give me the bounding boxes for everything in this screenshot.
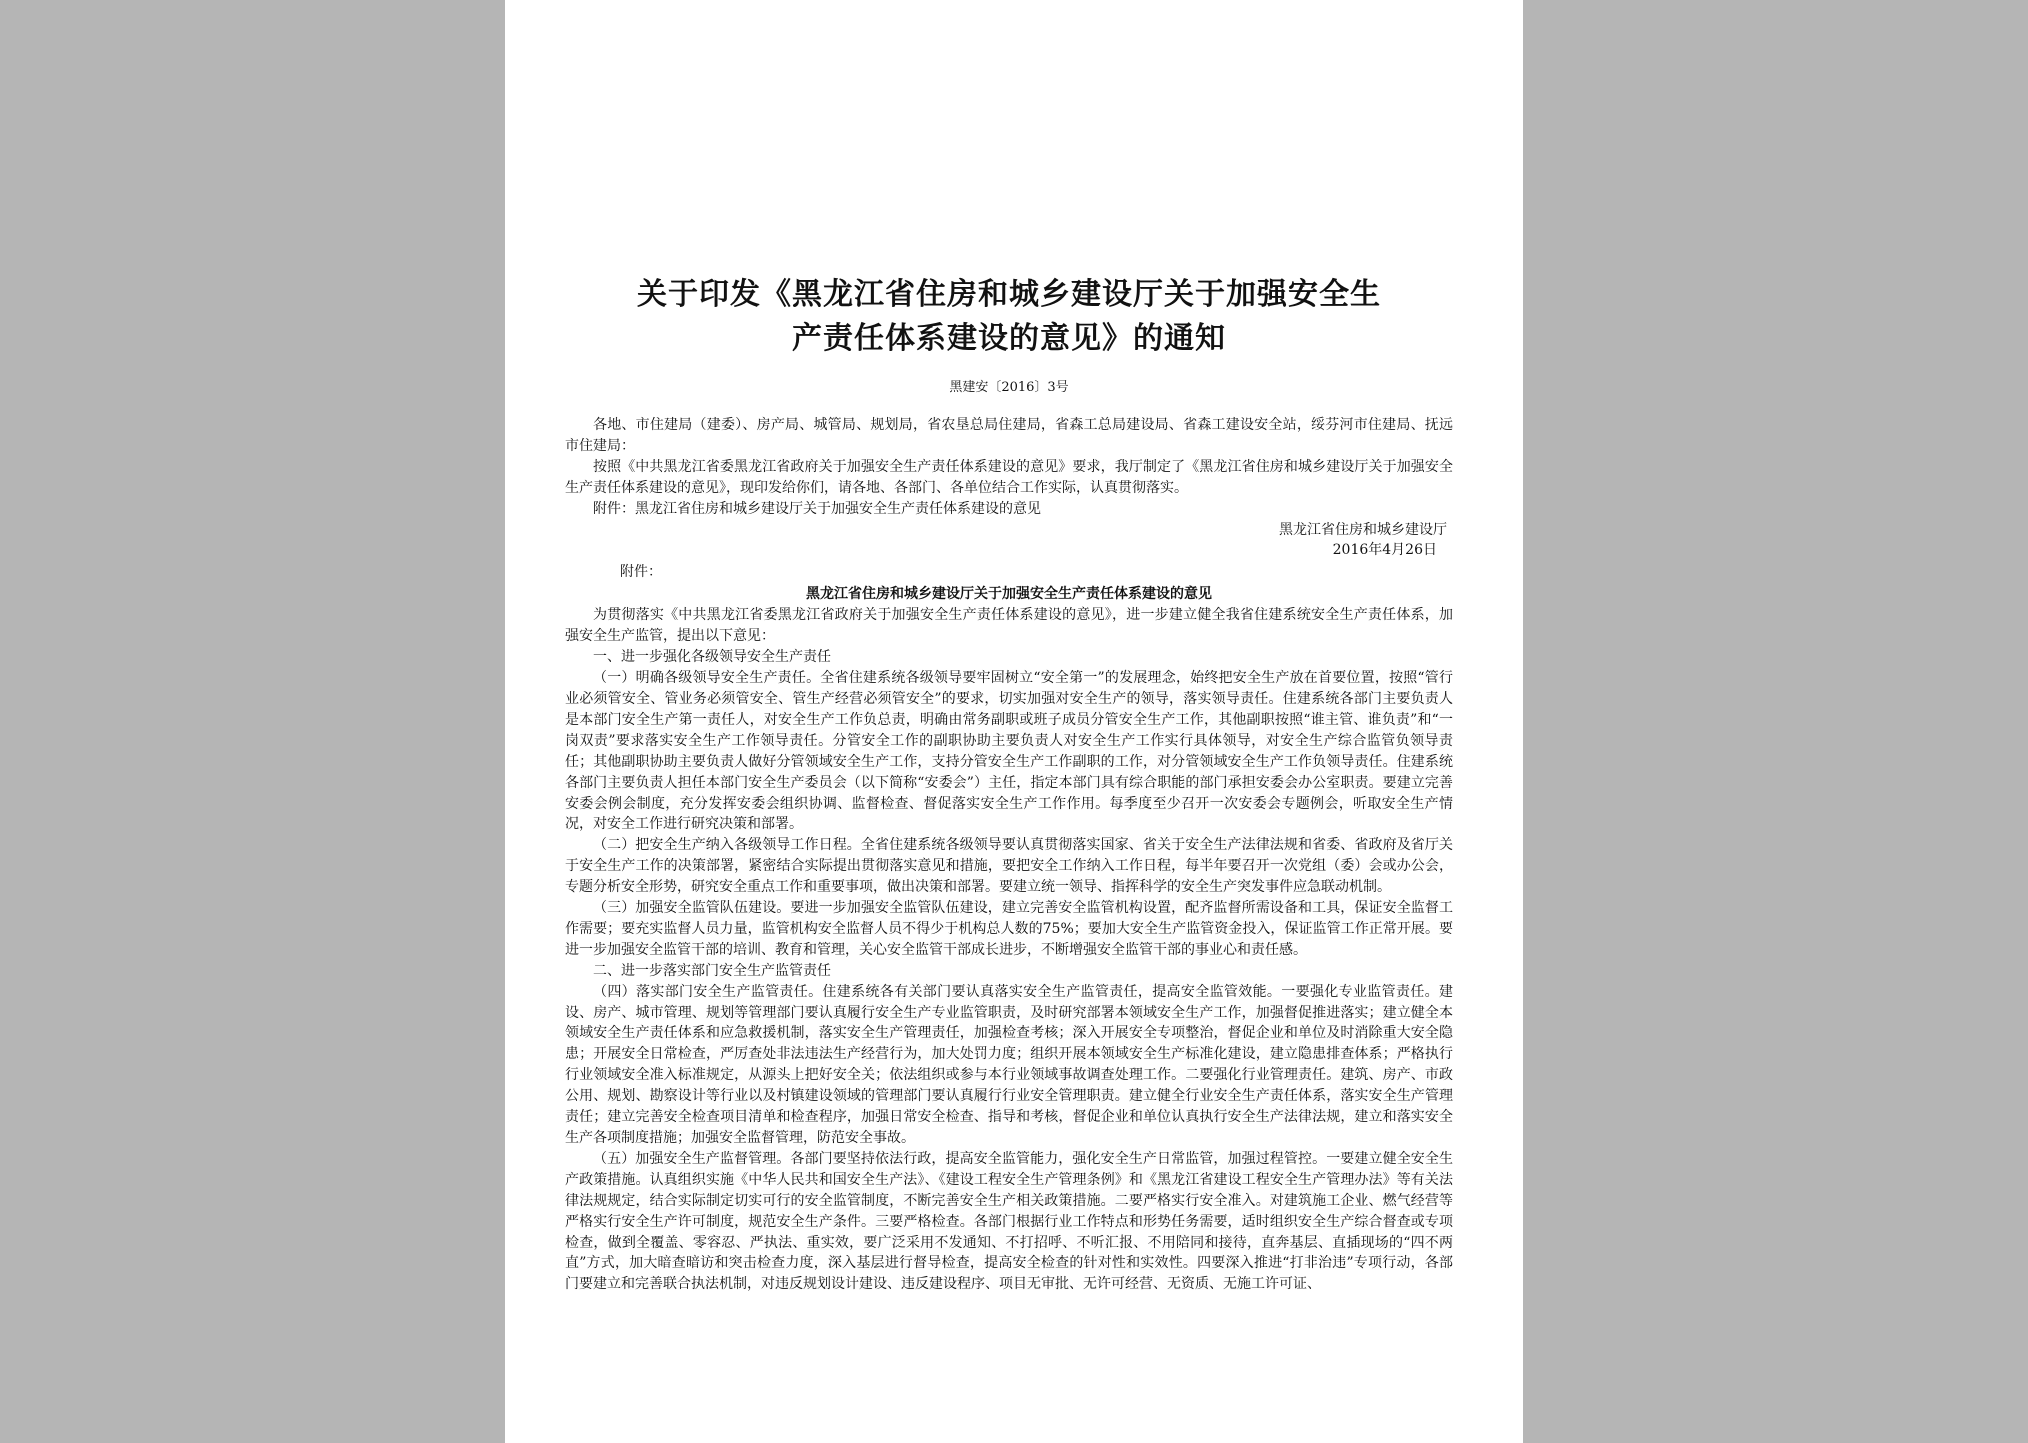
section-heading-2: 二、进一步落实部门安全生产监管责任 [593,962,831,979]
document-page [505,0,1523,1443]
attachment-note: 附件：黑龙江省住房和城乡建设厅关于加强安全生产责任体系建设的意见 [593,500,1041,517]
document-number: 黑建安〔2016〕3号 [949,380,1069,395]
paragraph-1: （一）明确各级领导安全生产责任。全省住建系统各级领导要牢固树立“安全第一”的发展理念，始终把安全生产放在首要位置，按照“管行业必须管安全、管业务必须管安全、管生产经营必须管安全”的要求，切实加强对安全生产的领导，落实领导责任。住建系统各部门主要负责人是本部门安全生产第一责任人，对安全生产工作负总责，明确由常务副职或班子成员分管安全生产工作，其他副职按照“谁主管、谁负责”和“一岗双责”要求落实安全生产工作领导责任。分管安全工作的副职协助主要负责人对安全生产工作实行具体领导，对安全生产综合监管负领导责任；其他副职协助主要负责人做好分管领域安全生产工作，支持分管安全生产工作副职的工作，对分管领域安全生产工作负领导责任。住建系统各部门主要负责人担任本部门安全生产委员会（以下简称“安委会”）主任，指定本部门具有综合职能的部门承担安委会办公室职责。要建立完善安委会例会制度，充分发挥安委会组织协调、监督检查、督促落实安全生产工作作用。每季度至少召开一次安委会专题例会，听取安全生产情况，对安全工作进行研究决策和部署。 [565,670,1453,833]
attachment-title: 黑龙江省住房和城乡建设厅关于加强安全生产责任体系建设的意见 [806,586,1212,603]
paragraph-2: （二）把安全生产纳入各级领导工作日程。全省住建系统各级领导要认真贯彻落实国家、省关于安全生产法律法规和省委、省政府及省厅关于安全生产工作的决策部署，紧密结合实际提出贯彻落实意见和措施，要把安全工作纳入工作日程，每半年要召开一次党组（委）会或办公会，专题分析安全形势，研究安全重点工作和重要事项，做出决策和部署。要建立统一领导、指挥科学的安全生产突发事件应急联动机制。 [565,837,1453,896]
issuer-signature: 黑龙江省住房和城乡建设厅 [1279,521,1447,538]
issue-date: 2016年4月26日 [1332,542,1437,559]
addressee: 各地、市住建局（建委）、房产局、城管局、规划局，省农垦总局住建局，省森工总局建设局、省森工建设安全站，绥芬河市住建局、抚远市住建局： [565,417,1453,454]
attachment-label: 附件： [620,564,662,581]
body-paragraph: 按照《中共黑龙江省委黑龙江省政府关于加强安全生产责任体系建设的意见》要求，我厅制定了《黑龙江省住房和城乡建设厅关于加强安全生产责任体系建设的意见》，现印发给你们，请各地、各部门、各单位结合工作实际，认真贯彻落实。 [565,458,1453,496]
title-line-1: 关于印发《黑龙江省住房和城乡建设厅关于加强安全生 [637,277,1381,312]
paragraph-3: （三）加强安全监管队伍建设。要进一步加强安全监管队伍建设，建立完善安全监管机构设置，配齐监督所需设备和工具，保证安全监督工作需要；要充实监督人员力量，监管机构安全监督人员不得少于机构总人数的75%；要加大安全生产监管资金投入，保证监管工作正常开展。要进一步加强安全监管干部的培训、教育和管理，关心安全监管干部成长进步，不断增强安全监管干部的事业心和责任感。 [565,900,1453,958]
section-heading-1: 一、进一步强化各级领导安全生产责任 [593,649,831,666]
intro-paragraph: 为贯彻落实《中共黑龙江省委黑龙江省政府关于加强安全生产责任体系建设的意见》，进一步建立健全我省住建系统安全生产责任体系，加强安全生产监管，提出以下意见： [565,607,1453,645]
document-title [565,273,1453,361]
paragraph-4: （四）落实部门安全生产监管责任。住建系统各有关部门要认真落实安全生产监管责任，提高安全监管效能。一要强化专业监管责任。建设、房产、城市管理、规划等管理部门要认真履行安全生产专业监管职责，及时研究部署本领域安全生产工作，加强督促推进落实；建立健全本领域安全生产责任体系和应急救援机制，落实安全生产管理责任，加强检查考核；深入开展安全专项整治，督促企业和单位及时消除重大安全隐患；开展安全日常检查，严厉查处非法违法生产经营行为，加大处罚力度；组织开展本领域安全生产标准化建设，建立隐患排查体系；严格执行行业领域安全准入标准规定，从源头上把好安全关；依法组织或参与本行业领域事故调查处理工作。二要强化行业管理责任。建筑、房产、市政公用、规划、勘察设计等行业以及村镇建设领域的管理部门要认真履行行业安全管理职责。建立健全行业安全生产责任体系，落实安全生产管理责任；建立完善安全检查项目清单和检查程序，加强日常安全检查、指导和考核，督促企业和单位认真执行安全生产法律法规，建立和落实安全生产各项制度措施；加强安全监督管理，防范安全事故。 [565,983,1453,1146]
title-line-2: 产责任体系建设的意见》的通知 [792,321,1226,356]
paragraph-5: （五）加强安全生产监督管理。各部门要坚持依法行政，提高安全监管能力，强化安全生产日常监管，加强过程管控。一要建立健全安全生产政策措施。认真组织实施《中华人民共和国安全生产法》、《建设工程安全生产管理条例》和《黑龙江省建设工程安全生产管理办法》等有关法律法规规定，结合实际制定切实可行的安全监管制度，不断完善安全生产相关政策措施。二要严格实行安全准入。对建筑施工企业、燃气经营等严格实行安全生产许可制度，规范安全生产条件。三要严格检查。各部门根据行业工作特点和形势任务需要，适时组织安全生产综合督查或专项检查，做到全覆盖、零容忍、严执法、重实效，要广泛采用不发通知、不打招呼、不听汇报、不用陪同和接待，直奔基层、直插现场的“四不两直”方式，加大暗查暗访和突击检查力度，深入基层进行督导检查，提高安全检查的针对性和实效性。四要深入推进“打非治违”专项行动，各部门要建立和完善联合执法机制，对违反规划设计建设、违反建设程序、项目无审批、无许可经营、无资质、无施工许可证、 [565,1150,1453,1293]
